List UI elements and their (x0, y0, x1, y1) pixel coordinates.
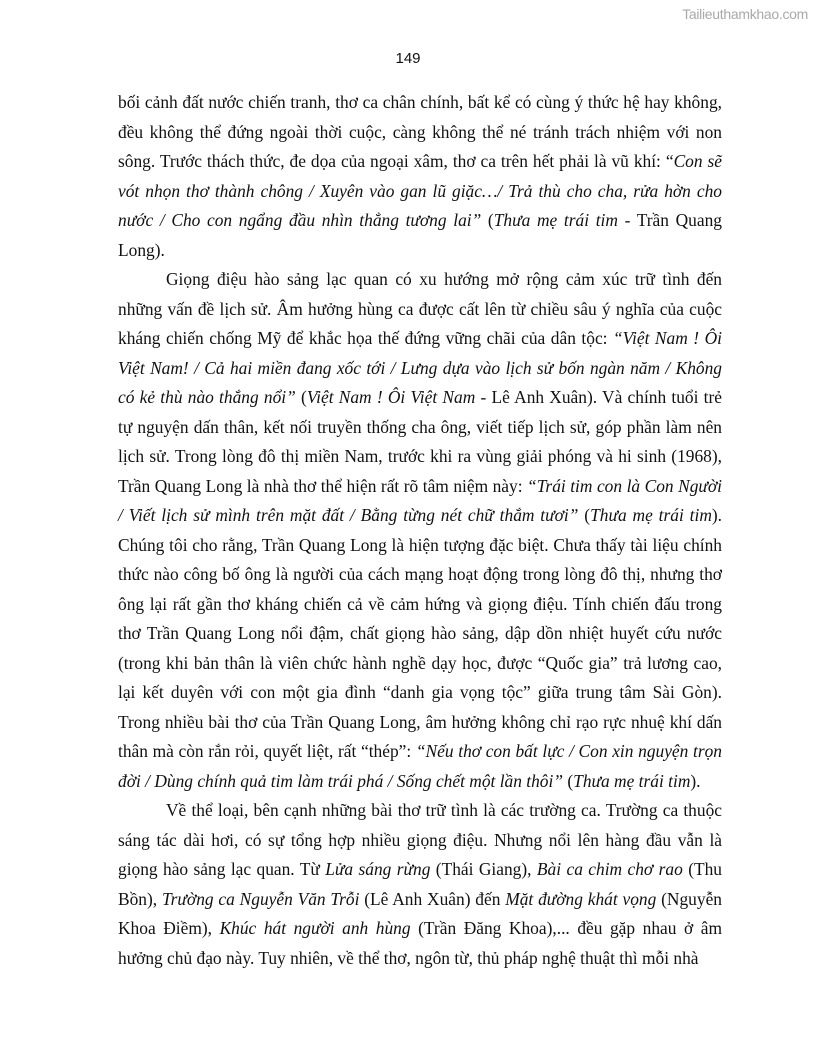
italic-run: “Trái tim con là Con Người / Viết lịch sử mình trên mặt đất / Bằng từng nét chữ thắm tươi” (118, 475, 722, 525)
italic-run: “Nếu thơ con bất lực / Con xin nguyện trọn đời / Dùng chính quả tim làm trái phá / Sống chết một lần thôi” (118, 741, 722, 791)
italic-run: Thưa mẹ trái tim (493, 210, 618, 230)
text-run: ( (563, 770, 574, 791)
italic-run: Thưa mẹ trái tim (573, 770, 691, 791)
text-run: (Nguyễn Khoa Điềm), (118, 888, 722, 938)
italic-run: Bài ca chim chơ rao (536, 859, 683, 879)
text-run: Về thể loại, bên cạnh những bài thơ trữ tình là các trường ca. Trường ca thuộc sáng tác dài hơi, có sự tổng hợp nhiều giọng điệu. Nhưng nổi lên hàng đầu vẫn là giọng hào sảng lạc quan. Từ (118, 800, 722, 879)
paragraph-3 (118, 796, 722, 973)
text-run: ( (295, 387, 307, 407)
italic-run: Khúc hát người anh hùng (219, 918, 411, 938)
text-run: Giọng điệu hào sảng lạc quan có xu hướng mở rộng cảm xúc trữ tình đến những vấn đề lịch sử. Âm hưởng hùng ca được cất lên từ chiều sâu ý nghĩa của cuộc kháng chiến chống Mỹ để khắc họa thế đứng vững chãi của dân tộc: (118, 269, 722, 348)
text-run: ). (690, 770, 701, 791)
italic-run: Mặt đường khát vọng (505, 888, 657, 909)
watermark: Tailieuthamkhao.com (682, 6, 808, 22)
italic-run: Trường ca Nguyễn Văn Trỗi (161, 888, 360, 909)
text-run: (Thu Bồn), (118, 859, 722, 909)
text-run: - Trần Quang Long). (118, 210, 722, 260)
italic-run: “Việt Nam ! Ôi Việt Nam! / Cả hai miền đang xốc tới / Lưng dựa vào lịch sử bốn ngàn năm / Không có kẻ thù nào thắng nổi” (118, 328, 722, 407)
paragraph-2 (118, 265, 722, 796)
italic-run: Lửa sáng rừng (325, 859, 431, 879)
italic-run: Con sẽ vót nhọn thơ thành chông / Xuyên vào gan lũ giặc…/ Trả thù cho cha, rửa hờn cho nước / Cho con ngẩng đầu nhìn thẳng tương lai” (118, 151, 722, 230)
text-run: (Trần Đăng Khoa),... đều gặp nhau ở âm hưởng chủ đạo này. Tuy nhiên, về thể thơ, ngôn từ, thủ pháp nghệ thuật thì mỗi nhà (118, 918, 723, 968)
text-run: ( (481, 210, 494, 230)
paragraph-1 (118, 88, 722, 265)
text-run: (Thái Giang), (430, 859, 537, 879)
body-text (118, 88, 722, 973)
text-run: ). Chúng tôi cho rằng, Trần Quang Long là hiện tượng đặc biệt. Chưa thấy tài liệu chính thức nào công bố ông là người của cách mạng hoạt động trong lòng đô thị, nhưng thơ ông lại rất gần thơ kháng chiến cả về cảm hứng và giọng điệu. Tính chiến đấu trong thơ Trần Quang Long nổi đậm, chất giọng hào sảng, dập dồn nhiệt huyết cứu nước (trong khi bản thân là viên chức hành nghề dạy học, được “Quốc gia” trả lương cao, lại kết duyên với con một gia đình “danh gia vọng tộc” giữa trung tâm Sài Gòn). Trong nhiều bài thơ của Trần Quang Long, âm hưởng không chỉ rạo rực nhuệ khí dấn thân mà còn rắn rỏi, quyết liệt, rất “thép”: (118, 505, 723, 761)
text-run: (Lê Anh Xuân) đến (359, 888, 506, 909)
text-run: bối cảnh đất nước chiến tranh, thơ ca chân chính, bất kể có cùng ý thức hệ hay không, đều không thể đứng ngoài thời cuộc, càng không thể né tránh trách nhiệm với non sông. Trước thách thức, đe dọa của ngoại xâm, thơ ca trên hết phải là vũ khí: “ (118, 92, 722, 171)
text-run: - Lê Anh Xuân). Và chính tuổi trẻ tự nguyện dấn thân, kết nối truyền thống cha ông, viết tiếp lịch sử, góp phần làm nên lịch sử. Trong lòng đô thị miền Nam, trước khi ra vùng giải phóng và hi sinh (1968), Trần Quang Long là nhà thơ thể hiện rất rõ tâm niệm này: (118, 387, 723, 496)
text-run: ( (578, 505, 591, 525)
italic-run: Việt Nam ! Ôi Việt Nam (306, 387, 476, 407)
italic-run: Thưa mẹ trái tim (590, 505, 712, 525)
page-number: 149 (395, 50, 421, 67)
